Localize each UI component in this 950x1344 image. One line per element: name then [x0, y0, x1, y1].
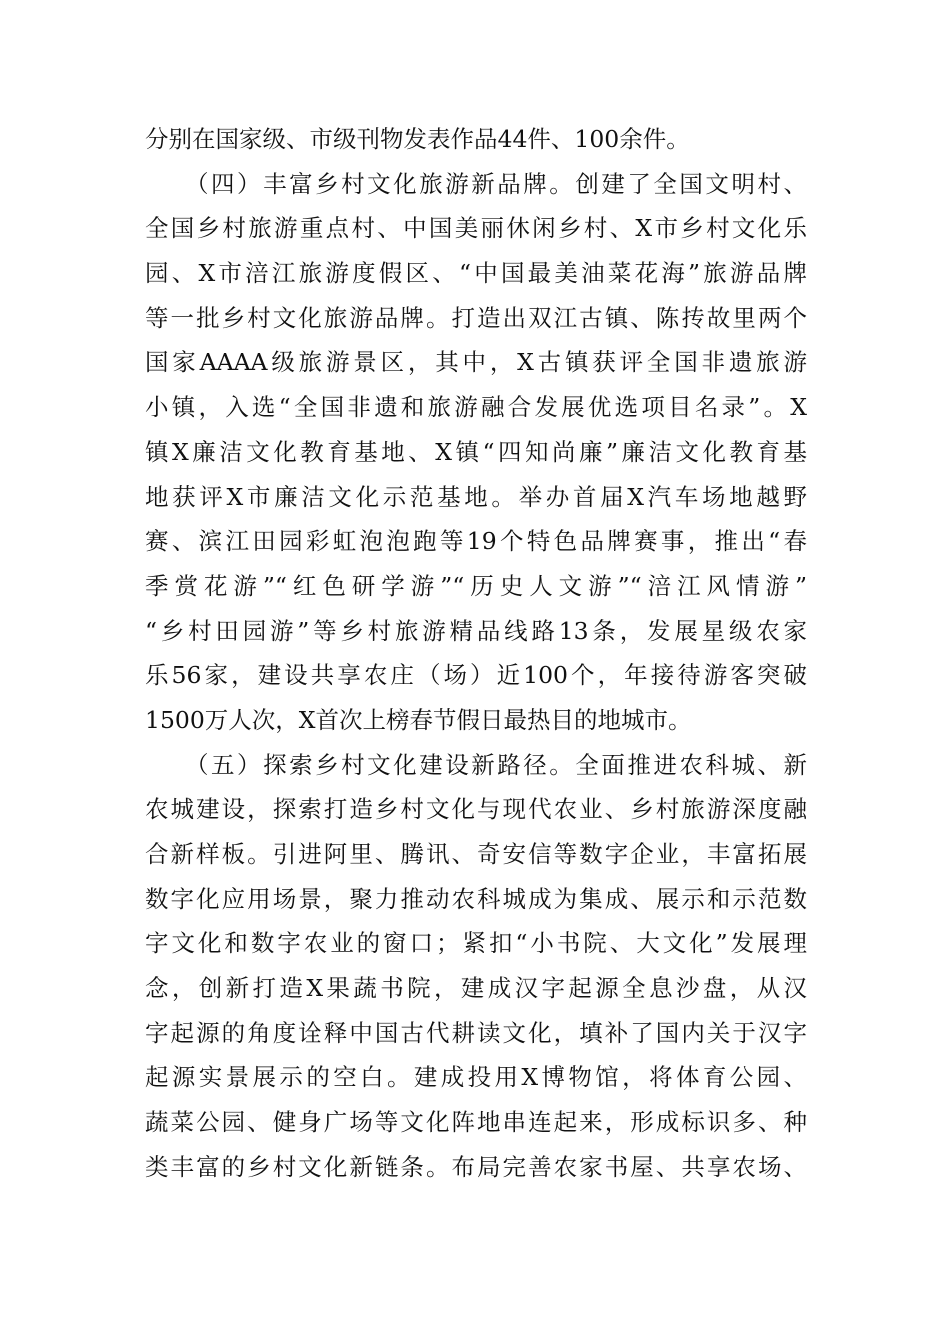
text-line: 全国乡村旅游重点村、中国美丽休闲乡村、X市乡村文化乐	[145, 214, 807, 243]
text-line: 分别在国家级、市级刊物发表作品44件、100余件。	[145, 125, 690, 153]
text-line: 类丰富的乡村文化新链条。布局完善农家书屋、共享农场、	[145, 1152, 807, 1181]
document-body	[145, 117, 807, 1190]
text-line: 1500万人次，X首次上榜春节假日最热目的地城市。	[145, 705, 692, 734]
text-line: 乐56家，建设共享农庄（场）近100个，年接待游客突破	[145, 661, 807, 690]
text-line: 农城建设，探索打造乡村文化与现代农业、乡村旅游深度融	[145, 795, 807, 824]
text-line: 数字化应用场景，聚力推动农科城成为集成、展示和示范数	[145, 884, 807, 913]
text-line: 等一批乡村文化旅游品牌。打造出双江古镇、陈抟故里两个	[145, 303, 807, 332]
text-line: 起源实景展示的空白。建成投用X博物馆，将体育公园、	[145, 1063, 807, 1092]
text-line: 季赏花游”“红色研学游”“历史人文游”“涪江风情游”	[145, 571, 807, 600]
text-line: 赛、滨江田园彩虹泡泡跑等19个特色品牌赛事，推出“春	[145, 527, 807, 556]
text-line: “乡村田园游”等乡村旅游精品线路13条，发展星级农家	[145, 616, 807, 645]
section-heading-line: （四）丰富乡村文化旅游新品牌。创建了全国文明村、	[185, 169, 807, 198]
text-line: 字文化和数字农业的窗口；紧扣“小书院、大文化”发展理	[145, 929, 807, 958]
text-line: 园、X市涪江旅游度假区、“中国最美油菜花海”旅游品牌	[145, 259, 807, 288]
text-line: 地获评X市廉洁文化示范基地。举办首届X汽车场地越野	[145, 482, 807, 511]
section-heading-line: （五）探索乡村文化建设新路径。全面推进农科城、新	[185, 750, 807, 779]
text-line: 国家AAAA级旅游景区，其中，X古镇获评全国非遗旅游	[145, 348, 807, 377]
text-line: 蔬菜公园、健身广场等文化阵地串连起来，形成标识多、种	[145, 1108, 807, 1137]
text-line: 字起源的角度诠释中国古代耕读文化，填补了国内关于汉字	[145, 1018, 807, 1047]
text-line: 小镇，入选“全国非遗和旅游融合发展优选项目名录”。X	[145, 393, 807, 422]
text-line: 合新样板。引进阿里、腾讯、奇安信等数字企业，丰富拓展	[145, 840, 807, 868]
text-line: 念，创新打造X果蔬书院，建成汉字起源全息沙盘，从汉	[145, 974, 807, 1003]
text-line: 镇X廉洁文化教育基地、X镇“四知尚廉”廉洁文化教育基	[145, 437, 807, 466]
